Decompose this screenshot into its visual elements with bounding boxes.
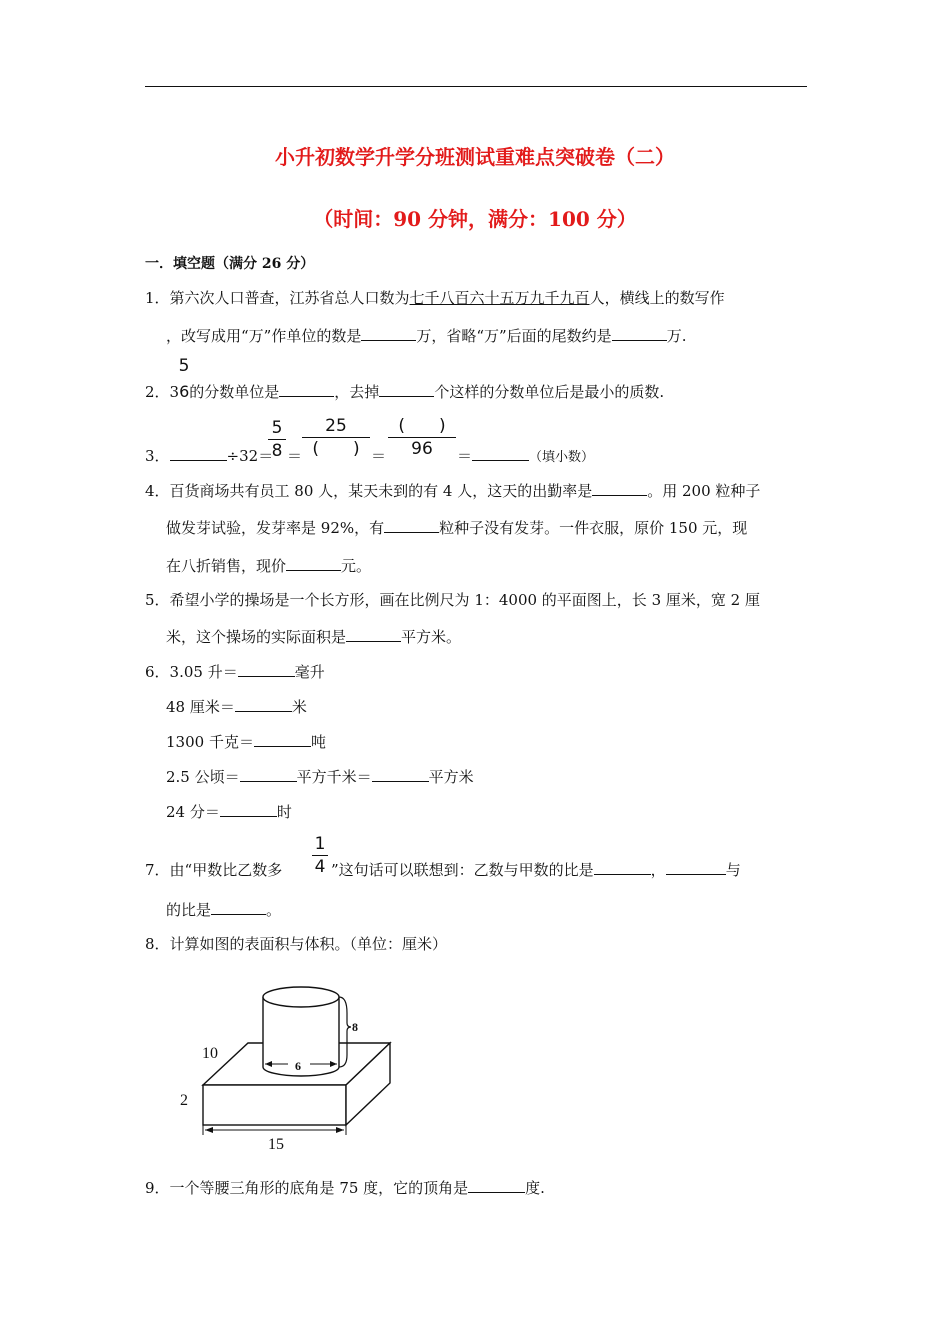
question-7-line-1a: 7．由“甲数比乙数多: [145, 861, 283, 879]
question-1-line-1: 1．第六次人口普查，江苏省总人口数为七千八百六十五万九千九百人，横线上的数写作: [145, 289, 725, 307]
answer-blank[interactable]: [235, 697, 292, 712]
answer-blank[interactable]: [594, 860, 651, 875]
answer-blank[interactable]: [170, 446, 227, 461]
answer-blank[interactable]: [472, 446, 529, 461]
question-9: 9．一个等腰三角形的底角是 75 度，它的顶角是 度.: [145, 1179, 545, 1197]
page-subtitle: （时间：90 分钟，满分：100 分）: [313, 207, 637, 231]
answer-blank[interactable]: [240, 767, 297, 782]
question-6-d: 2.5 公顷＝ 平方千米＝ 平方米: [166, 768, 474, 786]
box-side-face: [346, 1043, 390, 1125]
label-cylinder-height: 8: [352, 1020, 358, 1034]
answer-blank[interactable]: [211, 900, 266, 915]
label-width: 10: [202, 1045, 218, 1062]
fraction-25-blank: 25 ( ): [302, 416, 370, 459]
question-8: 8．计算如图的表面积与体积。（单位：厘米）: [145, 935, 448, 953]
question-3-start: 3． ÷32＝: [145, 447, 274, 465]
fraction-blank-96: ( ) 96: [388, 416, 456, 459]
answer-blank[interactable]: [384, 518, 439, 533]
answer-blank[interactable]: [666, 860, 726, 875]
cylinder-top: [263, 987, 339, 1007]
equals-sign: ＝: [371, 447, 387, 465]
answer-blank[interactable]: [372, 767, 429, 782]
box-front-face: [203, 1085, 346, 1125]
question-6-b: 48 厘米＝ 米: [166, 698, 307, 716]
answer-blank[interactable]: [379, 382, 434, 397]
answer-blank[interactable]: [468, 1178, 525, 1193]
fraction-1-4: 1 4: [312, 834, 328, 877]
q2-fraction: 5: [178, 356, 190, 376]
answer-blank[interactable]: [279, 382, 334, 397]
answer-blank[interactable]: [238, 662, 295, 677]
fraction-5-8: 5 8: [268, 418, 286, 461]
label-diameter: 6: [295, 1059, 301, 1073]
question-7-line-1b: ”这句话可以联想到：乙数与甲数的比是 ， 与: [331, 861, 741, 879]
question-6-c: 1300 千克＝ 吨: [166, 733, 326, 751]
question-4-line-2: 做发芽试验，发芽率是 92%，有 粒种子没有发芽。一件衣服，原价 150 元，现: [166, 519, 748, 537]
answer-blank[interactable]: [346, 627, 401, 642]
label-length: 15: [268, 1136, 284, 1153]
answer-blank[interactable]: [612, 326, 667, 341]
question-6-e: 24 分＝ 时: [166, 803, 292, 821]
section-heading: 一．填空题（满分 26 分）: [145, 256, 315, 272]
answer-blank[interactable]: [254, 732, 311, 747]
question-3-end: ＝ （填小数）: [457, 447, 595, 465]
answer-blank[interactable]: [592, 481, 647, 496]
question-6-a: 6．3.05 升＝ 毫升: [145, 663, 325, 681]
label-height: 2: [180, 1092, 188, 1109]
question-5-line-1: 5．希望小学的操场是一个长方形，画在比例尺为 1：4000 的平面图上，长 3 厘米，宽 2 厘: [145, 591, 760, 609]
question-4-line-1: 4．百货商场共有员工 80 人，某天未到的有 4 人，这天的出勤率是 。用 200 粒种子: [145, 482, 761, 500]
question-5-line-2: 米，这个操场的实际面积是 平方米。: [166, 628, 462, 646]
answer-blank[interactable]: [286, 556, 341, 571]
page-title: 小升初数学升学分班测试重难点突破卷（二）: [275, 145, 675, 169]
answer-blank[interactable]: [220, 802, 277, 817]
header-rule: [145, 86, 807, 87]
answer-blank[interactable]: [361, 326, 416, 341]
question-1-line-2: ，改写成用“万”作单位的数是 万，省略“万”后面的尾数约是 万.: [166, 327, 687, 345]
question-2: 2．36的分数单位是 ，去掉 个这样的分数单位后是最小的质数.: [145, 382, 665, 401]
underlined-number-text: 七千八百六十五万九千九百: [409, 289, 590, 307]
equals-sign: ＝: [287, 447, 303, 465]
question-4-line-3: 在八折销售，现价 元。: [166, 557, 372, 575]
solid-figure: [170, 975, 410, 1155]
question-7-line-2: 的比是 。: [166, 901, 282, 919]
